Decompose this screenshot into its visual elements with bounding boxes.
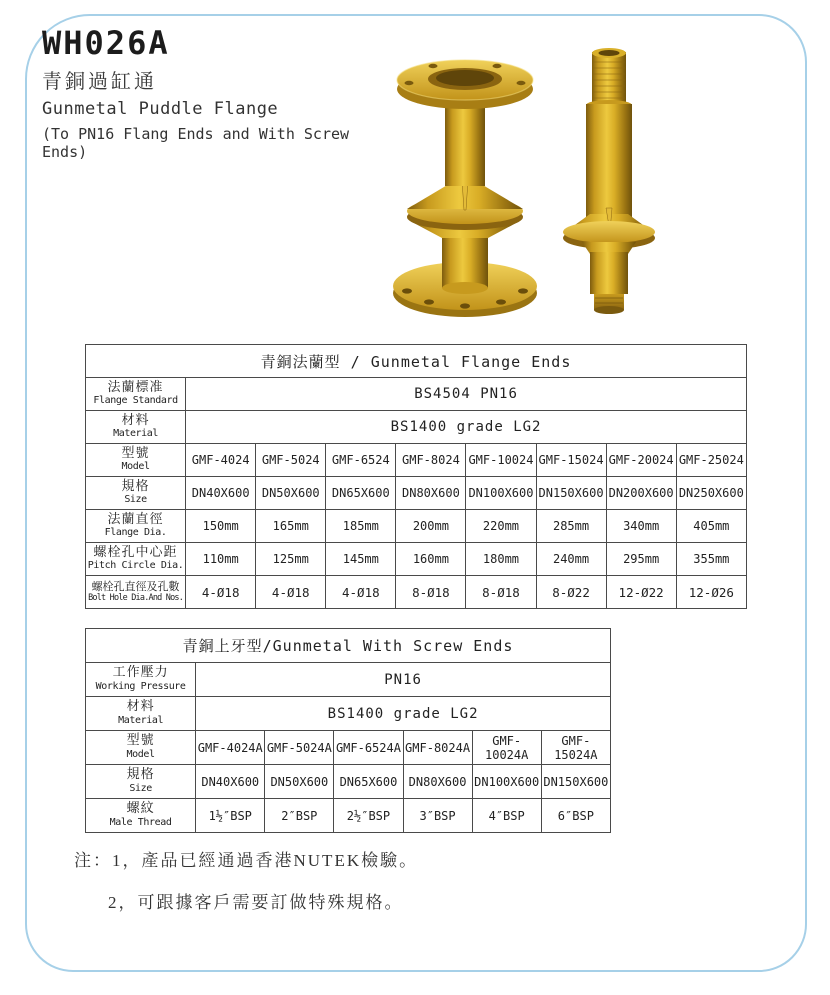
row-label: 工作壓力 Working Pressure [86,663,196,697]
cell-value: 8-Ø18 [396,576,466,609]
cell-value: 145mm [326,543,396,576]
cell-value: GMF-25024 [676,444,746,477]
cell-value: DN50X600 [256,477,326,510]
cell-value: 220mm [466,510,536,543]
flange-table-title: 青銅法蘭型 / Gunmetal Flange Ends [86,345,747,378]
cell-value: DN40X600 [186,477,256,510]
cell-value: 285mm [536,510,606,543]
table-row [86,765,611,799]
note-line-1 [74,846,634,871]
table-row [86,510,747,543]
flange-ends-table [85,344,747,609]
note-line-2 [74,888,634,913]
cell-value: 12-Ø22 [606,576,676,609]
cell-value: DN250X600 [676,477,746,510]
cell-value: 1½″BSP [196,799,265,833]
cell-value: DN50X600 [265,765,334,799]
cell-value: GMF-10024 [466,444,536,477]
footnotes [74,846,634,930]
table-row [86,444,747,477]
product-code: WH026A [42,24,170,62]
table-row [86,543,747,576]
row-value: BS4504 PN16 [186,378,747,411]
row-value: BS1400 grade LG2 [186,411,747,444]
row-label: 型號 Model [86,444,186,477]
screw-ends-table [85,628,611,833]
row-value: PN16 [196,663,611,697]
cell-value: 185mm [326,510,396,543]
note-prefix: 注： [74,851,112,870]
cell-value: 160mm [396,543,466,576]
cell-value: GMF-10024A [472,731,541,765]
table-row [86,799,611,833]
cell-value: 165mm [256,510,326,543]
cell-value: GMF-5024 [256,444,326,477]
row-label: 螺紋 Male Thread [86,799,196,833]
cell-value: 2″BSP [265,799,334,833]
product-title-zh: 青銅過缸通 [42,69,157,94]
cell-value: 200mm [396,510,466,543]
header [42,26,402,161]
cell-value: GMF-8024A [403,731,472,765]
cell-value: 8-Ø18 [466,576,536,609]
row-label: 材料 Material [86,411,186,444]
puddle-flange-screwed-image [552,42,670,318]
cell-value: GMF-5024A [265,731,334,765]
cell-value: GMF-15024 [536,444,606,477]
table-title-row [86,345,747,378]
cell-value: GMF-4024A [196,731,265,765]
table-row [86,411,747,444]
cell-value: 6″BSP [541,799,610,833]
table-row [86,731,611,765]
cell-value: GMF-20024 [606,444,676,477]
cell-value: DN40X600 [196,765,265,799]
cell-value: GMF-6524A [334,731,403,765]
cell-value: 8-Ø22 [536,576,606,609]
cell-value: 295mm [606,543,676,576]
cell-value: 12-Ø26 [676,576,746,609]
cell-value: 4-Ø18 [326,576,396,609]
cell-value: DN150X600 [536,477,606,510]
row-label: 螺栓孔中心距 Pitch Circle Dia. [86,543,186,576]
note-text: 2，可跟據客戶需要訂做特殊規格。 [108,893,404,912]
cell-value: 2½″BSP [334,799,403,833]
table-row [86,378,747,411]
product-title-en: Gunmetal Puddle Flange [42,99,279,120]
screw-table-title: 青銅上牙型/Gunmetal With Screw Ends [86,629,611,663]
row-label: 型號 Model [86,731,196,765]
table-row [86,697,611,731]
cell-value: DN100X600 [472,765,541,799]
table-row [86,663,611,697]
product-subtitle: (To PN16 Flang Ends and With Screw Ends) [42,125,350,162]
cell-value: DN200X600 [606,477,676,510]
cell-value: 4-Ø18 [256,576,326,609]
row-label: 材料 Material [86,697,196,731]
row-label: 法蘭標准 Flange Standard [86,378,186,411]
row-label: 規格 Size [86,765,196,799]
cell-value: 110mm [186,543,256,576]
cell-value: GMF-15024A [541,731,610,765]
note-text: 1，產品已經通過香港NUTEK檢驗。 [112,851,419,870]
cell-value: 180mm [466,543,536,576]
cell-value: 405mm [676,510,746,543]
row-value: BS1400 grade LG2 [196,697,611,731]
table-title-row [86,629,611,663]
cell-value: 340mm [606,510,676,543]
row-label: 規格 Size [86,477,186,510]
cell-value: 3″BSP [403,799,472,833]
table-row [86,576,747,609]
cell-value: 355mm [676,543,746,576]
cell-value: 150mm [186,510,256,543]
cell-value: GMF-8024 [396,444,466,477]
cell-value: DN65X600 [326,477,396,510]
cell-value: 4″BSP [472,799,541,833]
cell-value: DN80X600 [396,477,466,510]
row-label: 法蘭直徑 Flange Dia. [86,510,186,543]
cell-value: 4-Ø18 [186,576,256,609]
cell-value: DN80X600 [403,765,472,799]
row-label: 螺栓孔直徑及孔數 Bolt Hole Dia.And Nos. [86,576,186,609]
cell-value: DN150X600 [541,765,610,799]
cell-value: GMF-4024 [186,444,256,477]
cell-value: 240mm [536,543,606,576]
cell-value: 125mm [256,543,326,576]
table-row [86,477,747,510]
cell-value: GMF-6524 [326,444,396,477]
cell-value: DN65X600 [334,765,403,799]
cell-value: DN100X600 [466,477,536,510]
puddle-flange-flanged-image [388,44,546,320]
